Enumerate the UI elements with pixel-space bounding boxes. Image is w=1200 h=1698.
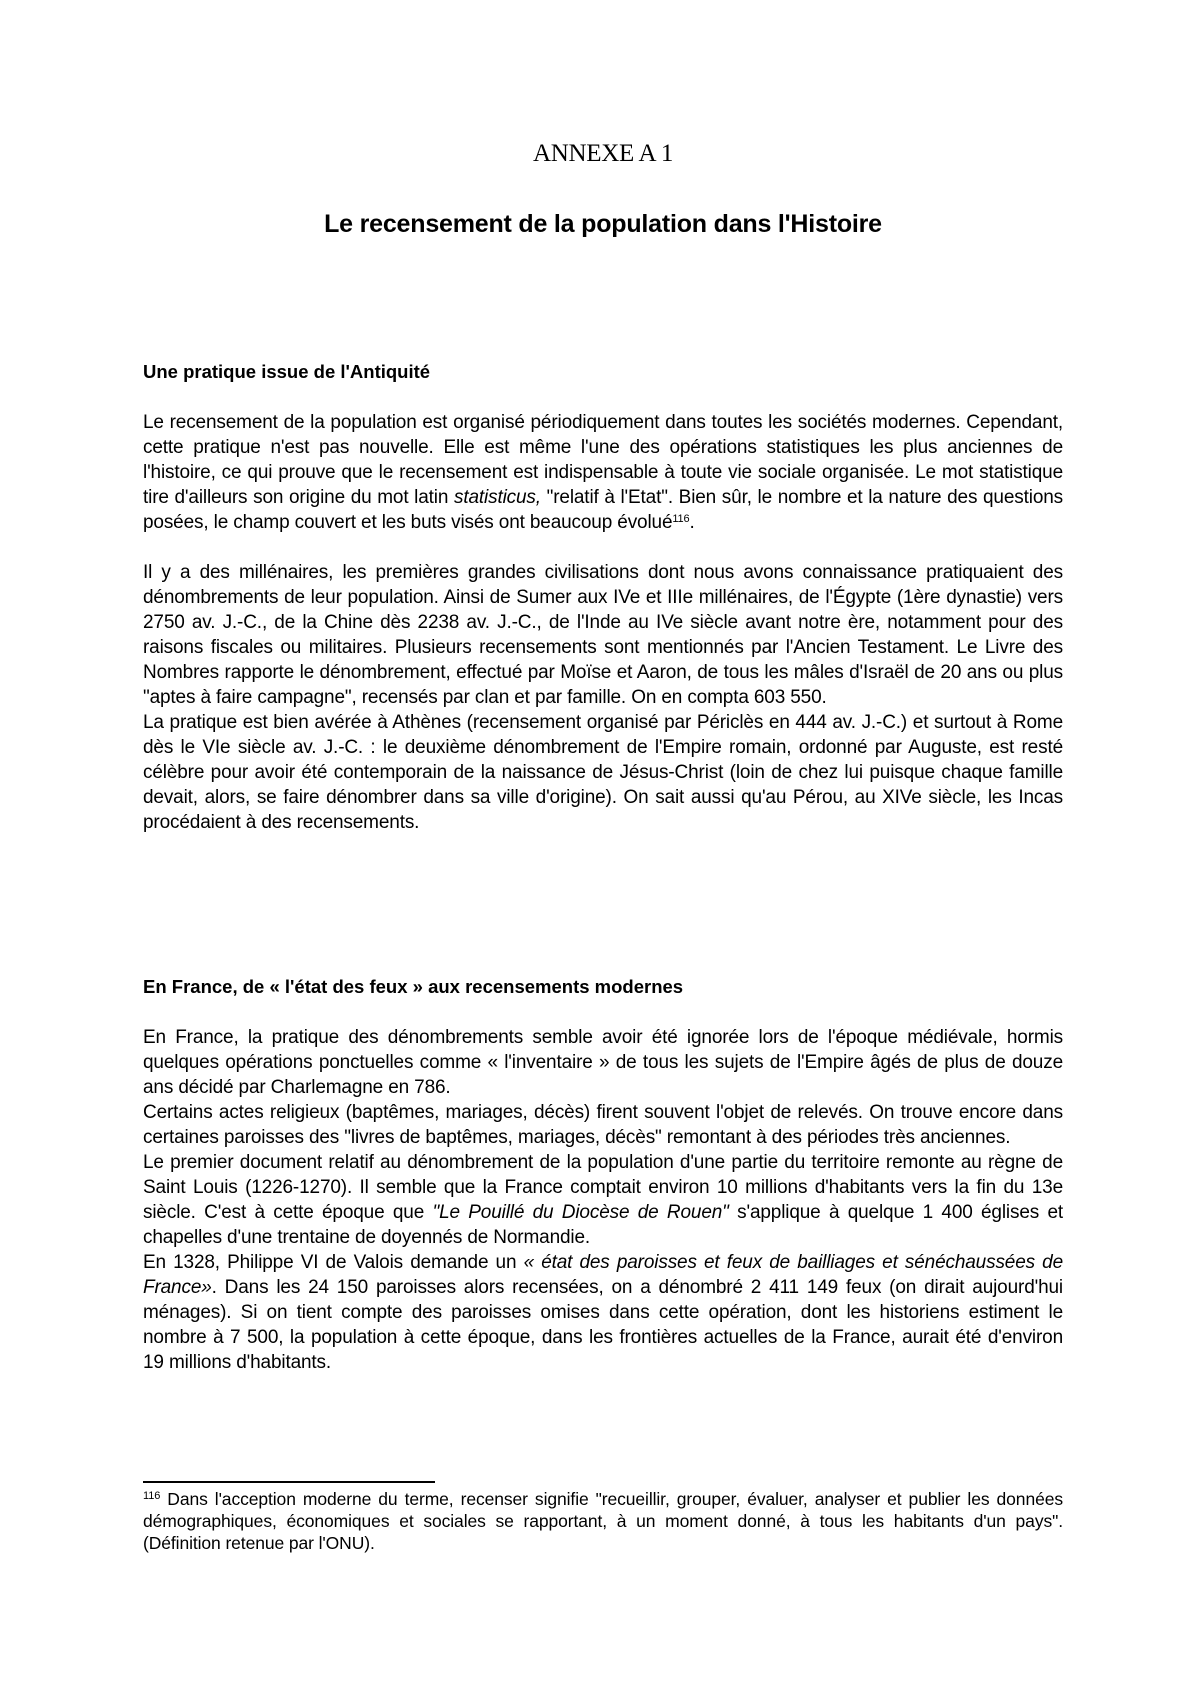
section-heading: En France, de « l'état des feux » aux recensements modernes [143, 976, 684, 997]
text-span: En 1328, Philippe VI de Valois demande un [143, 1252, 524, 1273]
paragraph [143, 1150, 1063, 1250]
footnote-reference[interactable]: 116 [672, 513, 690, 525]
paragraph: La pratique est bien avérée à Athènes (recensement organisé par Périclès en 444 av. J.-C.) et surtout à Rome dès le VIe siècle av. J.-C. : le deuxième dénombrement de l'Empire romain, ordonné par Auguste, est resté célèbre pour avoir été contemporain de la naissance de Jésus-Christ (loin de chez lui puisque chaque famille devait, alors, se faire dénombrer dans sa ville d'origine). On sait aussi qu'au Pérou, au XIVe siècle, les Incas procédaient à des recensements. [143, 712, 1063, 833]
footnote [143, 1488, 1063, 1554]
italic-title: "Le Pouillé du Diocèse de Rouen" [432, 1202, 729, 1223]
text-span: . Dans les 24 150 paroisses alors recensées, on a dénombré 2 411 149 feux (on dirait aujourd'hui ménages). Si on tient compte des paroisses omises dans cette opération, dont les historiens estiment le nombre à 7 500, la population à cette époque, dans les frontières actuelles de la France, aurait été d'environ 19 millions d'habitants. [143, 1277, 1063, 1373]
paragraph: Certains actes religieux (baptêmes, mariages, décès) firent souvent l'objet de relevés. On trouve encore dans certaines paroisses des "livres de baptêmes, mariages, décès" remontant à des périodes très anciennes. [143, 1102, 1063, 1148]
page-title: Le recensement de la population dans l'Histoire [324, 210, 882, 238]
italic-quote: « état des paroisses et feux de bailliages et sénéchaussées de France» [143, 1252, 1064, 1298]
section-antiquite [143, 359, 1063, 835]
paragraph: Il y a des millénaires, les premières grandes civilisations dont nous avons connaissance pratiquaient des dénombrements de leur population. Ainsi de Sumer aux IVe et IIIe millénaires, de l'Égypte (1ère dynastie) vers 2750 av. J.-C., de la Chine dès 2238 av. J.-C., de l'Inde au IVe siècle avant notre ère, notamment pour des raisons fiscales ou militaires. Plusieurs recensements sont mentionnés par l'Ancien Testament. Le Livre des Nombres rapporte le dénombrement, effectué par Moïse et Aaron, de tous les mâles d'Israël de 20 ans ou plus "aptes à faire campagne", recensés par clan et par famille. On en compta 603 550. [143, 562, 1063, 708]
italic-term: statisticus, [454, 487, 541, 508]
section-france [143, 974, 1063, 1375]
paragraph [143, 1250, 1063, 1375]
annexe-label: ANNEXE A 1 [532, 140, 674, 167]
text-span: "relatif à l'Etat". Bien sûr, le nombre et la nature des questions posées, le champ couvert et les buts visés ont beaucoup évolué [143, 487, 1064, 533]
paragraph: En France, la pratique des dénombrements semble avoir été ignorée lors de l'époque médiévale, hormis quelques opérations ponctuelles comme « l'inventaire » de tous les sujets de l'Empire âgés de plus de douze ans décidé par Charlemagne en 786. [143, 1027, 1063, 1098]
footnote-text: Dans l'acception moderne du terme, recenser signifie "recueillir, grouper, évaluer, analyser et publier les données démographiques, économiques et sociales se rapportant, à un moment donné, à tous les habitants d'un pays". (Définition retenue par l'ONU). [143, 1489, 1063, 1553]
paragraph [143, 410, 1063, 535]
text-span: . [689, 512, 695, 533]
text-span: Le premier document relatif au dénombrement de la population d'une partie du territoire remonte au règne de Saint Louis (1226-1270). Il semble que la France comptait environ 10 millions d'habitants vers la fin du 13e siècle. C'est à cette époque que [143, 1152, 1063, 1223]
footnote-divider [143, 1481, 435, 1483]
text-span: s'applique à quelque 1 400 églises et chapelles d'une trentaine de doyennés de Normandie. [143, 1202, 1064, 1248]
section-heading: Une pratique issue de l'Antiquité [143, 361, 431, 382]
text-span: Le recensement de la population est organisé périodiquement dans toutes les sociétés modernes. Cependant, cette pratique n'est pas nouvelle. Elle est même l'une des opérations statistiques les plus anciennes de l'histoire, ce qui prouve que le recensement est indispensable à toute vie sociale organisée. Le mot statistique tire d'ailleurs son origine du mot latin [143, 412, 1063, 508]
footnote-number: 116 [143, 1490, 161, 1502]
